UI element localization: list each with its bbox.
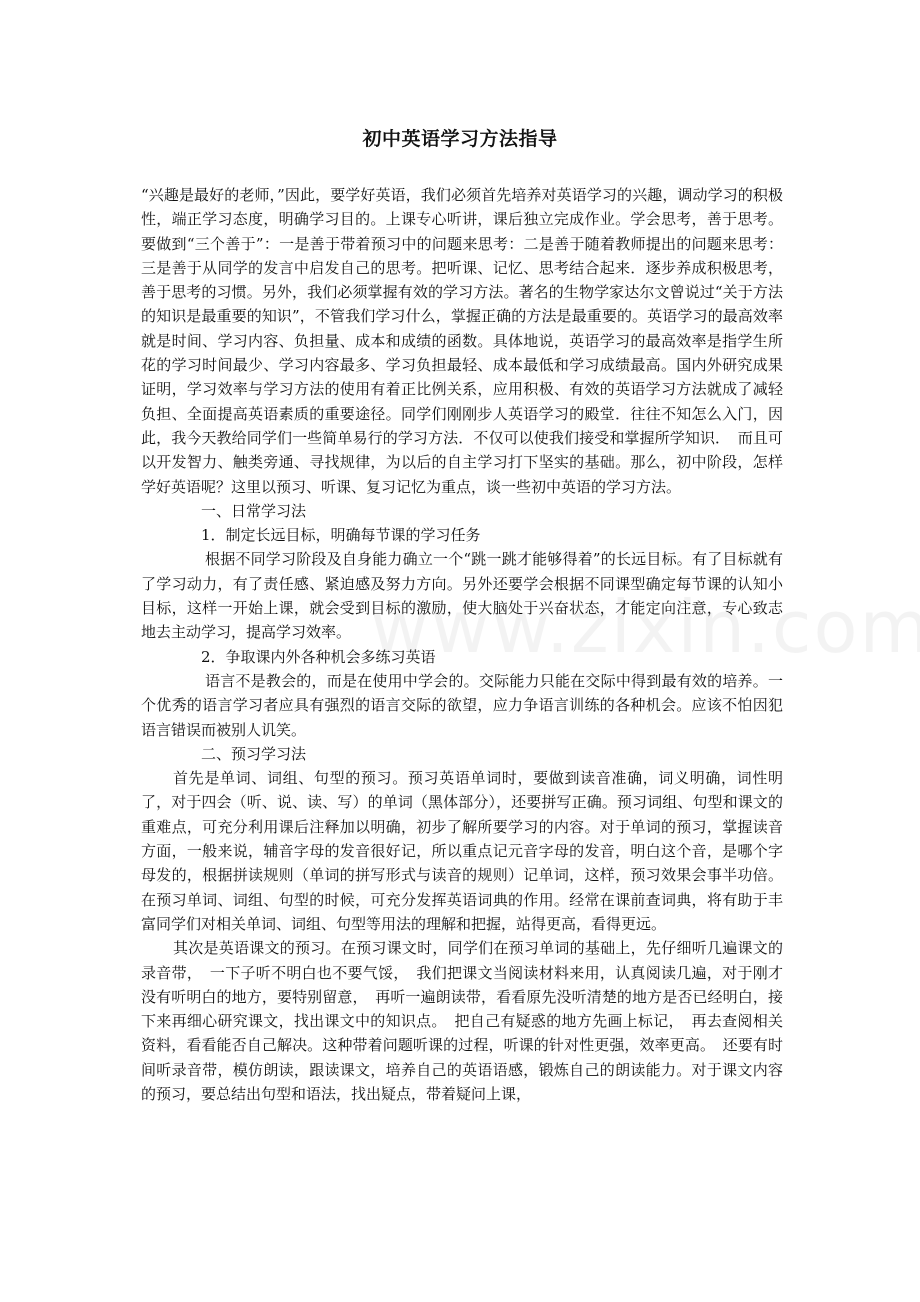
section-heading-daily-study: 一、日常学习法	[201, 501, 307, 520]
paragraph-goals: 根据不同学习阶段及自身能力确立一个“跳一跳才能够得着”的长远目标。有了目标就有了学习动力，有了责任感、紧迫感及努力方向。另外还要学会根据不同课型确定每节课的认知小目标，这样一开始上课，就会受到目标的激励，使大脑处于兴奋状态，才能定向注意，专心致志地去主动学习，提高学习效率。	[141, 550, 783, 642]
paragraph-practice: 语言不是教会的，而是在使用中学会的。交际能力只能在交际中得到最有效的培养。一个优秀的语言学习者应具有强烈的语言交际的欲望，应力争语言训练的各种机会。应该不怕因犯语言错误而被别人讥笑。	[141, 671, 783, 739]
document-title: 初中英语学习方法指导	[362, 128, 558, 150]
paragraph-text-preview: 其次是英语课文的预习。在预习课文时，同学们在预习单词的基础上，先仔细听几遍课文的录音带， 一下子听不明白也不要气馁， 我们把课文当阅读材料来用，认真阅读几遍，对于刚才没有听明白的地方，要特别留意， 再听一遍朗读带，看看原先没听清楚的地方是否已经明白，接下来再细心研究课文，找出课文中的知识点。 把自己有疑惑的地方先画上标记， 再去查阅相关资料，看看能否自己解决。这种带着问题听课的过程，听课的针对性更强，效率更高。 还要有时间听录音带，模仿朗读，跟读课文，培养自己的英语语感，锻炼自己的朗读能力。对于课文内容的预习，要总结出句型和语法，找出疑点，带着疑问上课，	[141, 939, 783, 1103]
paragraph-word-preview: 首先是单词、词组、句型的预习。预习英语单词时，要做到读音准确，词义明确，词性明了，对于四会（听、说、读、写）的单词（黑体部分），还要拼写正确。预习词组、句型和课文的重难点，可充分利用课后注释加以明确，初步了解所要学习的内容。对于单词的预习，掌握读音方面，一般来说，辅音字母的发音很好记，所以重点记元音字母的发音，明白这个音，是哪个字母发的，根据拼读规则（单词的拼写形式与读音的规则）记单词，这样，预习效果会事半功倍。在预习单词、词组、句型的时候，可充分发挥英语词典的作用。经常在课前查词典，将有助于丰富同学们对相关单词、词组、句型等用法的理解和把握，站得更高，看得更远。	[141, 769, 783, 933]
subheading-long-term-goals: 1．制定长远目标，明确每节课的学习任务	[201, 526, 481, 545]
subheading-practice-opportunities: 2．争取课内外各种机会多练习英语	[201, 647, 436, 666]
document-body	[141, 183, 783, 1106]
intro-paragraph: “兴趣是最好的老师，”因此，要学好英语，我们必须首先培养对英语学习的兴趣，调动学习的积极性，端正学习态度，明确学习目的。上课专心听讲，课后独立完成作业。学会思考，善于思考。要做到“三个善于”：一是善于带着预习中的问题来思考：二是善于随着教师提出的问题来思考：三是善于从同学的发言中启发自己的思考。把听课、记忆、思考结合起来．逐步养成积极思考，善于思考的习惯。另外，我们必须掌握有效的学习方法。著名的生物学家达尔文曾说过“关于方法的知识是最重要的知识”，不管我们学习什么，掌握正确的方法是最重要的。英语学习的最高效率就是时间、学习内容、负担量、成本和成绩的函数。具体地说，英语学习的最高效率是指学生所花的学习时间最少、学习内容最多、学习负担最轻、成本最低和学习成绩最高。国内外研究成果证明，学习效率与学习方法的使用有着正比例关系，应用积极、有效的英语学习方法就成了减轻负担、全面提高英语素质的重要途径。同学们刚刚步人英语学习的殿堂．往往不知怎么入门，因此，我今天教给同学们一些简单易行的学习方法．不仅可以使我们接受和掌握所学知识． 而且可以开发智力、触类旁通、寻找规律，为以后的自主学习打下坚实的基础。那么，初中阶段，怎样学好英语呢？这里以预习、听课、复习记忆为重点，谈一些初中英语的学习方法。	[141, 186, 783, 496]
section-heading-preview-study: 二、预习学习法	[201, 744, 307, 763]
